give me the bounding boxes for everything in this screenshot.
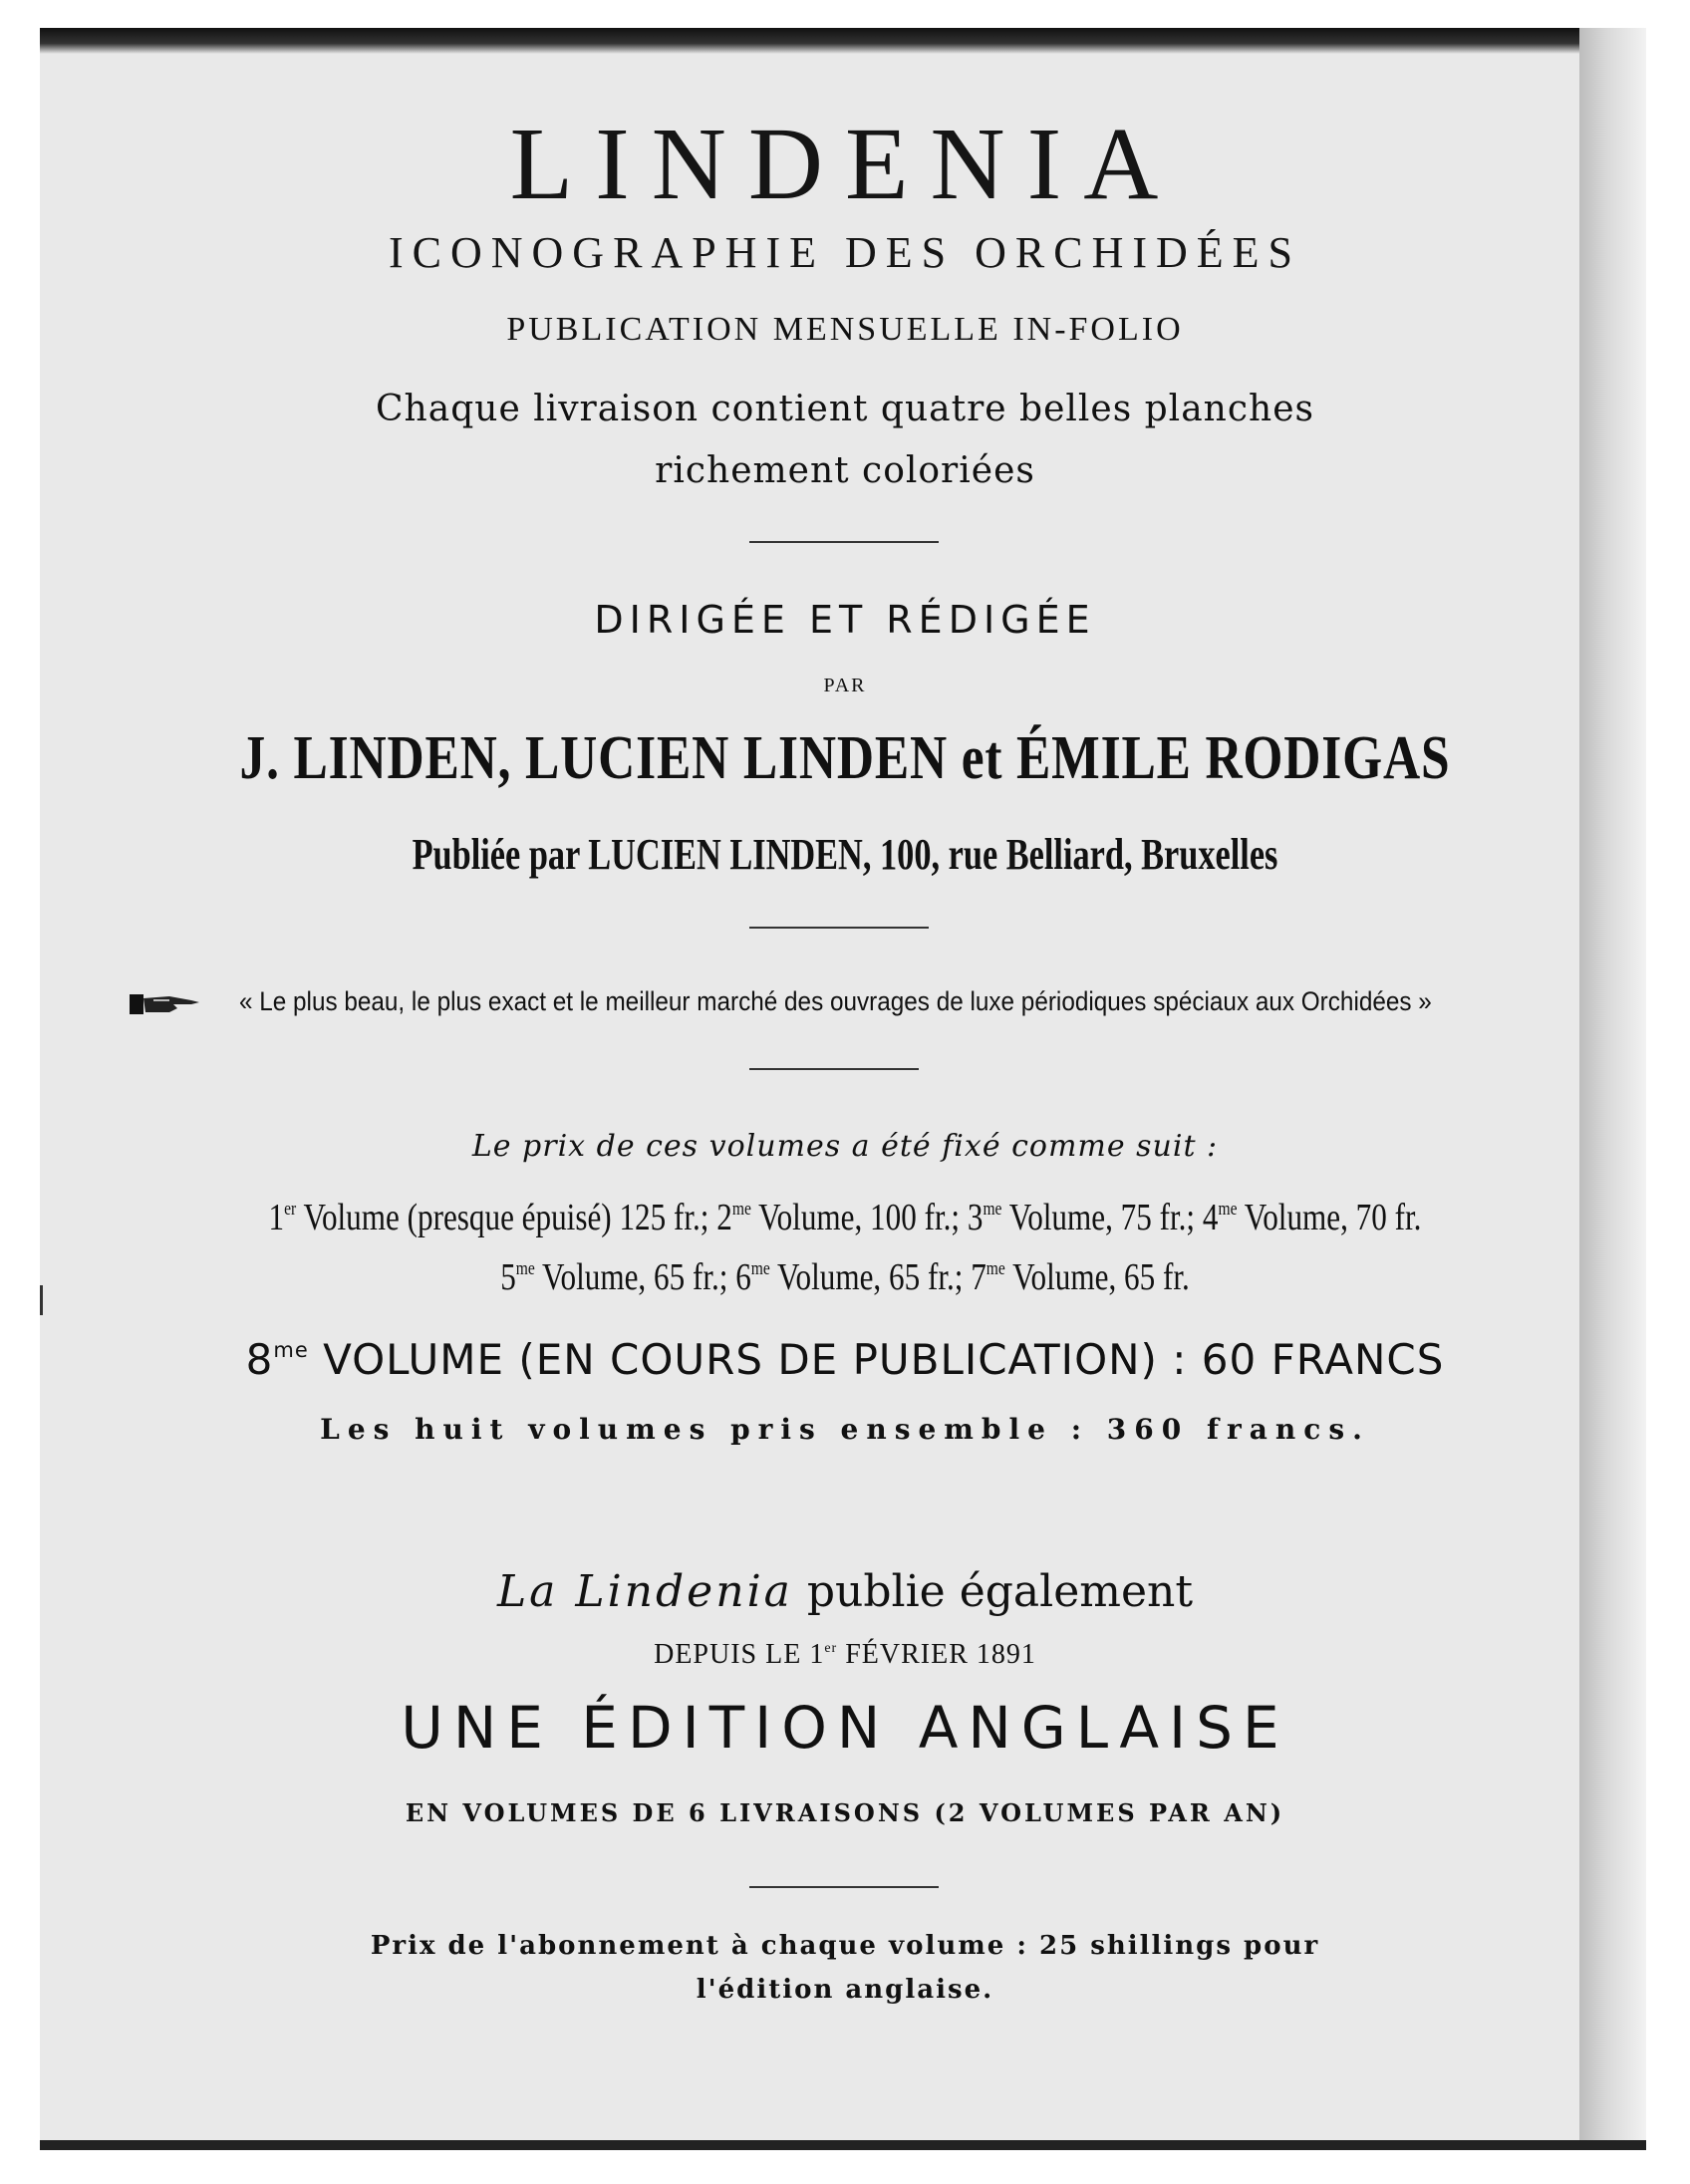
price-volume-3: $3^{me}$ Volume, 75 fr.;	[967, 1197, 1203, 1238]
quote-row	[130, 986, 1564, 1026]
price-volume-8: $8^{me}$ VOLUME (EN COURS DE PUBLICATION) : 60 FRANCS	[245, 1335, 1445, 1384]
subscription-line-2: l'édition anglaise.	[696, 1975, 994, 2005]
divider	[749, 1068, 919, 1070]
pointing-hand-icon	[130, 990, 201, 1018]
description-line-2: richement coloriées	[655, 450, 1035, 491]
price-volume-5: $5^{me}$ Volume, 65 fr.;	[500, 1256, 736, 1298]
divider	[749, 541, 939, 543]
divider	[749, 927, 929, 929]
page-title: LINDENIA	[509, 107, 1181, 221]
subtitle: ICONOGRAPHIE DES ORCHIDÉES	[388, 228, 1302, 277]
par-label: PAR	[823, 675, 867, 696]
price-volume-4: $4^{me}$ Volume, 70 fr.	[1202, 1197, 1422, 1238]
english-edition-heading: UNE ÉDITION ANGLAISE	[401, 1694, 1289, 1762]
english-edition-volumes: EN VOLUMES DE 6 LIVRAISONS (2 VOLUMES PAR AN)	[405, 1798, 1285, 1827]
english-edition-intro: La Lindenia publie également	[496, 1566, 1194, 1617]
direction-heading: DIRIGÉE ET RÉDIGÉE	[594, 598, 1096, 642]
price-volume-6: $6^{me}$ Volume, 65 fr.;	[735, 1256, 972, 1298]
price-volume-2: $2^{me}$ Volume, 100 fr.;	[716, 1197, 968, 1238]
all-volumes-price: Les huit volumes pris ensemble : 360 francs.	[320, 1413, 1370, 1446]
prices-intro: Le prix de ces volumes a été fixé comme suit :	[471, 1129, 1219, 1164]
price-volume-7: $7^{me}$ Volume, 65 fr.	[971, 1256, 1190, 1298]
english-edition-date: DEPUIS LE 1er FÉVRIER 1891	[654, 1639, 1036, 1670]
publication-frequency: PUBLICATION MENSUELLE IN-FOLIO	[506, 311, 1184, 348]
quote-text: « Le plus beau, le plus exact et le meilleur marché des ouvrages de luxe périodiques spéciaux aux Orchidées »	[239, 986, 1432, 1016]
price-volume-1: 1er Volume (presque épuisé) 125 fr.;	[268, 1197, 717, 1238]
subscription-line-1: Prix de l'abonnement à chaque volume : 25 shillings pour	[370, 1931, 1320, 1961]
publisher-address: Publiée par LUCIEN LINDEN, 100, rue Belliard, Bruxelles	[412, 830, 1278, 879]
prices-row-2	[152, 1255, 1539, 1299]
authors: J. LINDEN, LUCIEN LINDEN et ÉMILE RODIGAS	[239, 724, 1451, 792]
description-line-1: Chaque livraison contient quatre belles planches	[376, 389, 1314, 429]
prices-row-1	[152, 1196, 1539, 1239]
divider	[749, 1886, 939, 1888]
